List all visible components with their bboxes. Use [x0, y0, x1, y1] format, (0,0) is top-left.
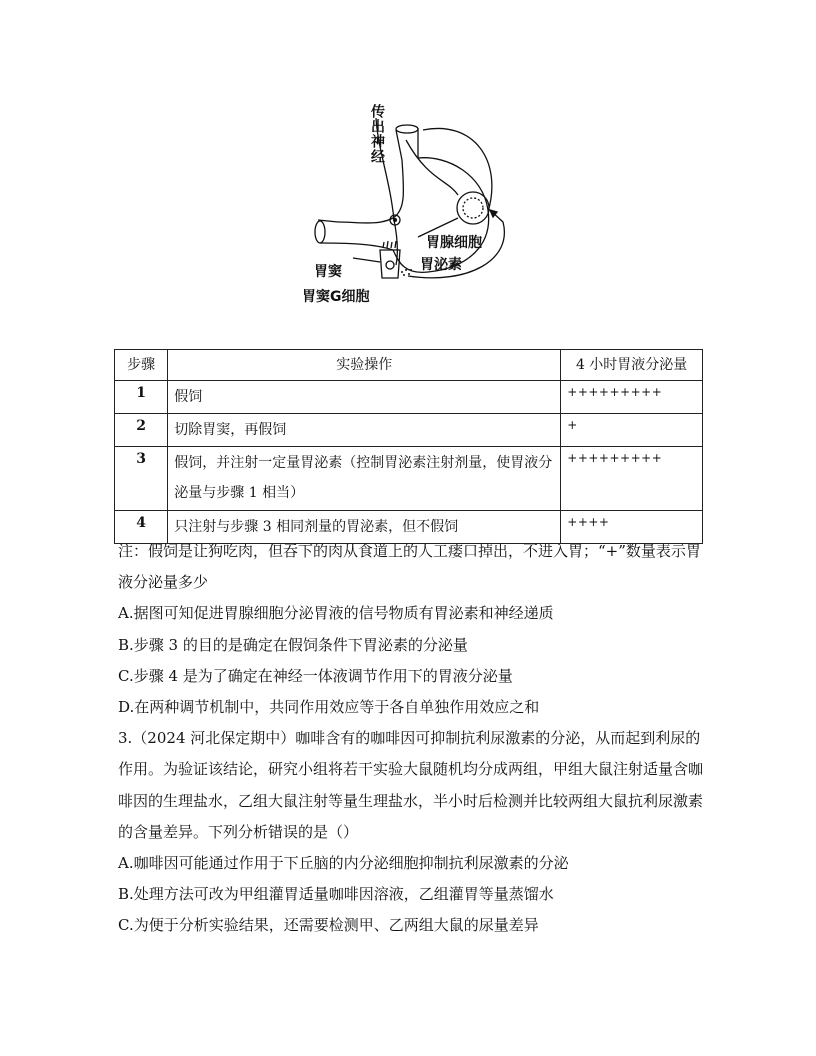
header-result: 4 小时胃液分泌量: [561, 350, 703, 381]
operation-cell: 只注射与步骤 3 相同剂量的胃泌素，但不假饲: [168, 511, 561, 544]
q2-option-d: D.在两种调节机制中，共同作用效应等于各自单独作用效应之和: [118, 698, 540, 717]
q3-option-a: A.咖啡因可能通过作用于下丘脑的内分泌细胞抑制抗利尿激素的分泌: [118, 854, 569, 873]
table-row: [115, 447, 703, 511]
step-cell: 2: [115, 414, 168, 447]
q3-stem: 3.（2024 河北保定期中）咖啡含有的咖啡因可抑制抗利尿激素的分泌，从而起到利尿的作用。为验证该结论，研究小组将若干实验大鼠随机均分成两组，甲组大鼠注射适量含咖啡因的生理盐水，乙组大鼠注射等量生理盐水，半小时后检测并比较两组大鼠抗利尿激素的含量差异。下列分析错误的是（）: [118, 729, 704, 841]
step-cell: 4: [115, 511, 168, 544]
question-text: [118, 536, 703, 942]
q2-option-b: B.步骤 3 的目的是确定在假饲条件下胃泌素的分泌量: [118, 635, 468, 654]
operation-cell: 切除胃窦，再假饲: [168, 414, 561, 447]
efferent-nerve-label: 传出神经: [369, 104, 385, 164]
table-header-row: [115, 350, 703, 381]
table-note: 注：假饲是让狗吃肉，但吞下的肉从食道上的人工瘘口掉出，不进入胃；“+”数量表示胃液分泌量多少: [118, 542, 701, 592]
stomach-diagram: [298, 100, 528, 312]
table-row: [115, 381, 703, 414]
q3-option-b: B.处理方法可改为甲组灌胃适量咖啡因溶液，乙组灌胃等量蒸馏水: [118, 885, 554, 904]
q2-option-a: A.据图可知促进胃腺细胞分泌胃液的信号物质有胃泌素和神经递质: [118, 604, 554, 623]
g-cell-label: 胃窦G细胞: [302, 289, 370, 305]
result-cell: +++++++++: [561, 447, 703, 511]
gland-cell-label: 胃腺细胞: [426, 235, 482, 251]
header-step: 步骤: [115, 350, 168, 381]
experiment-table: [114, 349, 703, 544]
table-row: [115, 414, 703, 447]
result-cell: ++++: [561, 511, 703, 544]
result-cell: +: [561, 414, 703, 447]
step-cell: 3: [115, 447, 168, 511]
antrum-label: 胃窦: [314, 264, 342, 280]
result-cell: +++++++++: [561, 381, 703, 414]
operation-cell: 假饲，并注射一定量胃泌素（控制胃泌素注射剂量，使胃液分泌量与步骤 1 相当）: [168, 447, 561, 511]
header-operation: 实验操作: [168, 350, 561, 381]
q2-option-c: C.步骤 4 是为了确定在神经一体液调节作用下的胃液分泌量: [118, 666, 513, 685]
q3-option-c: C.为便于分析实验结果，还需要检测甲、乙两组大鼠的尿量差异: [118, 916, 539, 935]
operation-cell: 假饲: [168, 381, 561, 414]
step-cell: 1: [115, 381, 168, 414]
gastrin-label: 胃泌素: [420, 257, 462, 273]
